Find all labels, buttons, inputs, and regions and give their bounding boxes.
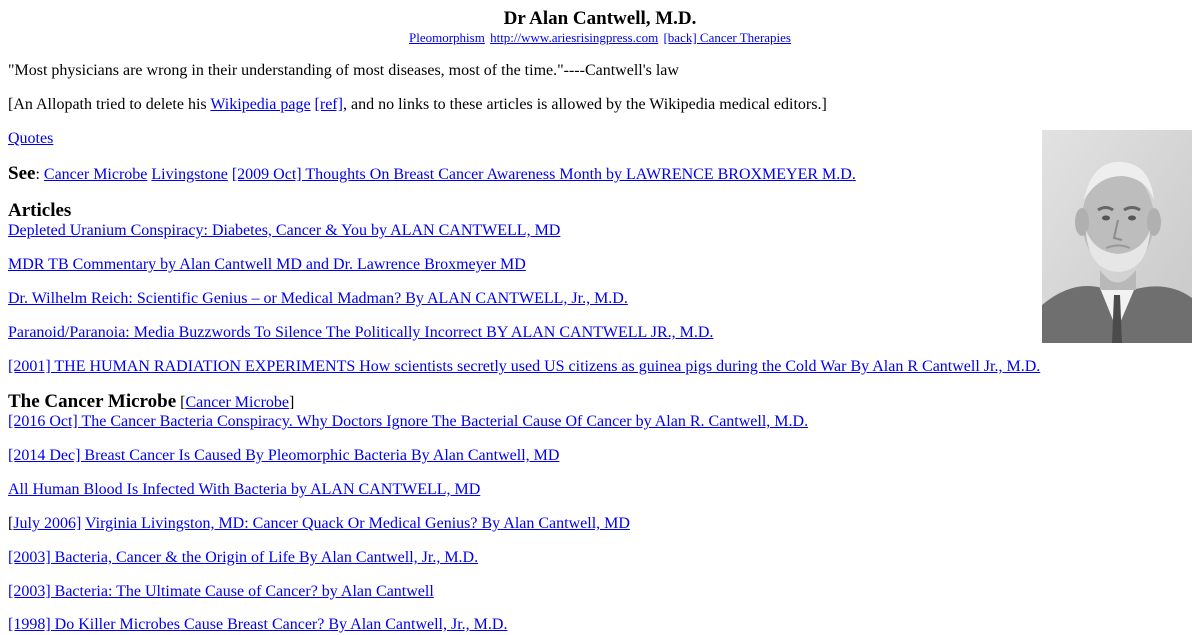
microbe-article-link[interactable]: [2003] Bacteria: The Ultimate Cause of Cancer? by Alan Cantwell	[8, 583, 434, 600]
back-cancer-therapies-link[interactable]: [back] Cancer Therapies	[663, 30, 791, 45]
allopath-prefix: [An Allopath tried to delete his	[8, 96, 211, 113]
pleomorphism-link[interactable]: Pleomorphism	[408, 30, 485, 45]
ref-link[interactable]: [ref]	[314, 96, 343, 113]
microbe-item	[8, 548, 478, 568]
microbe-article-link[interactable]: [1998] Do Killer Microbes Cause Breast Cancer? By Alan Cantwell, Jr., M.D.	[8, 616, 508, 633]
microbe-item	[8, 582, 434, 602]
bracket-close: ]	[289, 394, 295, 411]
article-link[interactable]: Depleted Uranium Conspiracy: Diabetes, Cancer & You by ALAN CANTWELL, MD	[8, 222, 561, 239]
july-2006-link[interactable]: July 2006]	[13, 515, 82, 532]
quotes-link[interactable]: Quotes	[8, 130, 54, 147]
bracket-open: [	[180, 394, 186, 411]
microbe-article-link[interactable]: Virginia Livingston, MD: Cancer Quack Or Medical Genius? By Alan Cantwell, MD	[85, 515, 630, 532]
article-item	[8, 289, 628, 309]
article-link[interactable]: Paranoid/Paranoia: Media Buzzwords To Silence The Politically Incorrect BY ALAN CANTWELL JR., M.D.	[8, 324, 714, 341]
microbe-article-link[interactable]: [2003] Bacteria, Cancer & the Origin of Life By Alan Cantwell, Jr., M.D.	[8, 549, 479, 566]
see-livingstone-link[interactable]: Livingstone	[151, 166, 228, 183]
microbe-item	[8, 446, 559, 466]
see-label: See	[8, 163, 36, 184]
microbe-article-link[interactable]: [2014 Dec] Breast Cancer Is Caused By Pleomorphic Bacteria By Alan Cantwell, MD	[8, 447, 560, 464]
portrait-illustration	[1042, 130, 1192, 343]
cantwells-law: "Most physicians are wrong in their understanding of most diseases, most of the time."----Cantwell's law	[8, 62, 679, 79]
microbe-item	[8, 615, 507, 635]
see-broxmeyer-link[interactable]: [2009 Oct] Thoughts On Breast Cancer Awareness Month by LAWRENCE BROXMEYER M.D.	[231, 166, 856, 183]
article-link[interactable]: MDR TB Commentary by Alan Cantwell MD and Dr. Lawrence Broxmeyer MD	[8, 256, 526, 273]
wikipedia-page-link[interactable]: Wikipedia page	[210, 96, 311, 113]
quotes-line	[8, 129, 53, 149]
article-link[interactable]: Dr. Wilhelm Reich: Scientific Genius – or Medical Madman? By ALAN CANTWELL, Jr., M.D.	[8, 290, 628, 307]
microbe-article-link[interactable]: All Human Blood Is Infected With Bacteria by ALAN CANTWELL, MD	[8, 481, 481, 498]
ariesrisingpress-link[interactable]: http://www.ariesrisingpress.com	[490, 30, 659, 45]
allopath-note	[8, 95, 827, 115]
microbe-article-link[interactable]: [2016 Oct] The Cancer Bacteria Conspiracy. Why Doctors Ignore The Bacterial Cause Of Cancer by Alan R. Cantwell, M.D.	[8, 413, 809, 430]
cancer-microbe-heading-line	[8, 392, 294, 413]
article-item	[8, 221, 560, 241]
july-prefix: [	[8, 515, 14, 532]
cancer-microbe-heading: The Cancer Microbe	[8, 391, 177, 412]
cancer-microbe-bracket-link[interactable]: Cancer Microbe	[185, 394, 289, 411]
portrait-photo	[1042, 130, 1192, 343]
article-item	[8, 323, 713, 343]
see-cancer-microbe-link[interactable]: Cancer Microbe	[43, 166, 148, 183]
article-item	[8, 357, 1040, 377]
articles-heading: Articles	[8, 200, 72, 221]
page-title: Dr Alan Cantwell, M.D.	[503, 8, 697, 29]
article-item	[8, 255, 526, 275]
microbe-item	[8, 514, 630, 534]
allopath-suffix: , and no links to these articles is allowed by the Wikipedia medical editors.]	[342, 96, 827, 113]
article-link[interactable]: [2001] THE HUMAN RADIATION EXPERIMENTS How scientists secretly used US citizens as guinea pigs during the Cold War By Alan R Cantwell Jr., M.D.	[8, 358, 1041, 375]
top-links	[0, 30, 1200, 46]
microbe-item	[8, 480, 480, 500]
see-colon: :	[35, 166, 40, 183]
microbe-item	[8, 412, 808, 432]
see-line	[8, 164, 856, 185]
